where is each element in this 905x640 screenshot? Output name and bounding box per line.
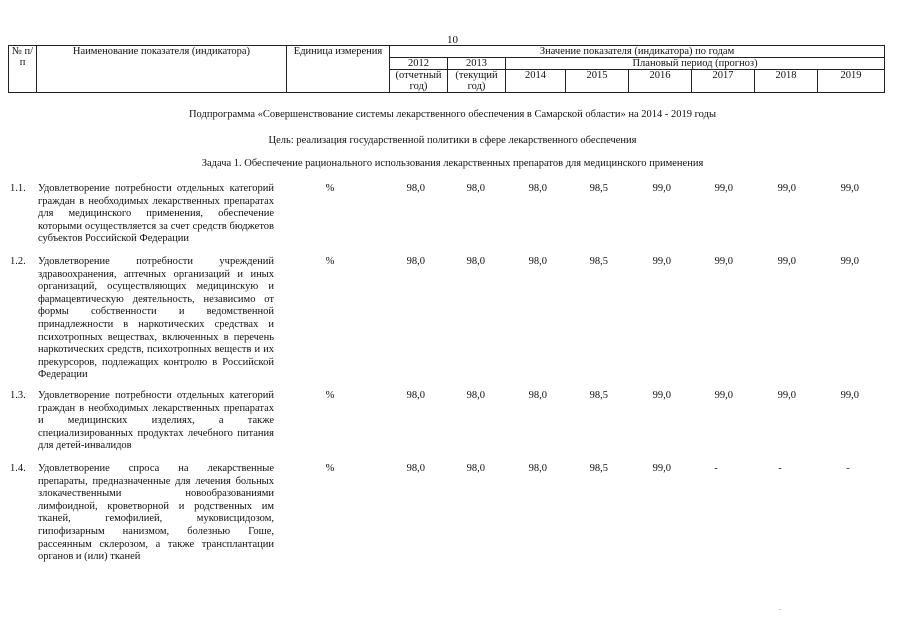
value-2018: 99,0: [777, 256, 796, 267]
task-text: Задача 1. Обеспечение рационального использования лекарственных препаратов для медицинского применения: [201, 158, 704, 169]
col-unit-header: Единица измерения: [287, 46, 390, 93]
value-2016: 99,0: [652, 390, 671, 401]
year-2015-header: 2015: [566, 70, 629, 93]
year-2012-note: (отчетный год): [390, 70, 448, 93]
indicator-unit: %: [325, 463, 335, 474]
goal-text: Цель: реализация государственной политики в сфере лекарственного обеспечения: [268, 135, 637, 146]
value-2014: 98,0: [528, 183, 547, 194]
value-2012: 98,0: [406, 183, 425, 194]
value-2016: 99,0: [652, 256, 671, 267]
value-2015: 98,5: [589, 390, 608, 401]
value-2014: 98,0: [528, 390, 547, 401]
value-2019: 99,0: [840, 183, 859, 194]
year-2017-header: 2017: [692, 70, 755, 93]
value-2012: 98,0: [406, 390, 425, 401]
value-2019: 99,0: [840, 390, 859, 401]
col-num-header: № п/п: [9, 46, 37, 93]
value-2015: 98,5: [589, 183, 608, 194]
year-2013-header: 2013: [448, 58, 506, 70]
indicator-unit: %: [325, 390, 335, 401]
value-2012: 98,0: [406, 256, 425, 267]
scan-artifact: .: [779, 603, 781, 612]
year-2014-header: 2014: [506, 70, 566, 93]
year-2016-header: 2016: [629, 70, 692, 93]
value-2014: 98,0: [528, 463, 547, 474]
indicator-name: Удовлетворение потребности отдельных категорий граждан в необходимых лекарственных препаратах и медицинских изделиях, а также специализированных продуктах лечебного питания для детей-инвалидов: [38, 390, 274, 452]
value-2014: 98,0: [528, 256, 547, 267]
indicator-name: Удовлетворение спроса на лекарственные препараты, предназначенные для лечения больных злокачественными новообразованиями лимфоидной, кроветворной и родственных им тканей, гемофилией, муковисцидозом, гипофизарным нанизмом, болезнью Гоше, рассеянным склерозом, а также трансплантации органов и (или) тканей: [38, 463, 274, 563]
planned-period-header: Плановый период (прогноз): [506, 58, 885, 70]
indicator-unit: %: [325, 256, 335, 267]
subprogram-title: Подпрограмма «Совершенствование системы лекарственного обеспечения в Самарской области» на 2014 - 2019 годы: [188, 109, 717, 120]
value-2018: 99,0: [777, 390, 796, 401]
value-2017: 99,0: [714, 256, 733, 267]
row-number: 1.1.: [10, 183, 26, 194]
col-values-header: Значение показателя (индикатора) по годам: [390, 46, 885, 58]
value-2013: 98,0: [466, 256, 485, 267]
value-2013: 98,0: [466, 463, 485, 474]
value-2018: -: [778, 463, 782, 474]
value-2018: 99,0: [777, 183, 796, 194]
year-2012-header: 2012: [390, 58, 448, 70]
row-number: 1.2.: [10, 256, 26, 267]
year-2013-note: (текущий год): [448, 70, 506, 93]
indicator-table-header: [8, 45, 885, 93]
year-2019-header: 2019: [818, 70, 885, 93]
indicator-name: Удовлетворение потребности учреждений здравоохранения, аптечных организаций и иных организаций, осуществляющих медицинскую и фармацевтическую деятельность, независимо от формы собственности и ведомственной принадлежности в наркотических средствах и психотропных веществах, включенных в перечень наркотических средств, психотропных веществ и их прекурсоров, подлежащих контролю в Российской Федерации: [38, 256, 274, 381]
value-2016: 99,0: [652, 183, 671, 194]
value-2015: 98,5: [589, 463, 608, 474]
value-2017: -: [714, 463, 718, 474]
page-number: 10: [447, 34, 458, 46]
value-2019: 99,0: [840, 256, 859, 267]
value-2015: 98,5: [589, 256, 608, 267]
col-name-header: Наименование показателя (индикатора): [37, 46, 287, 93]
value-2013: 98,0: [466, 390, 485, 401]
indicator-name: Удовлетворение потребности отдельных категорий граждан в необходимых лекарственных препаратах для медицинского применения, обеспечение которыми осуществляется за счет средств бюджетов субъектов Российской Федерации: [38, 183, 274, 245]
value-2013: 98,0: [466, 183, 485, 194]
indicator-unit: %: [325, 183, 335, 194]
value-2019: -: [846, 463, 850, 474]
year-2018-header: 2018: [755, 70, 818, 93]
value-2017: 99,0: [714, 183, 733, 194]
row-number: 1.4.: [10, 463, 26, 474]
value-2017: 99,0: [714, 390, 733, 401]
value-2016: 99,0: [652, 463, 671, 474]
value-2012: 98,0: [406, 463, 425, 474]
row-number: 1.3.: [10, 390, 26, 401]
